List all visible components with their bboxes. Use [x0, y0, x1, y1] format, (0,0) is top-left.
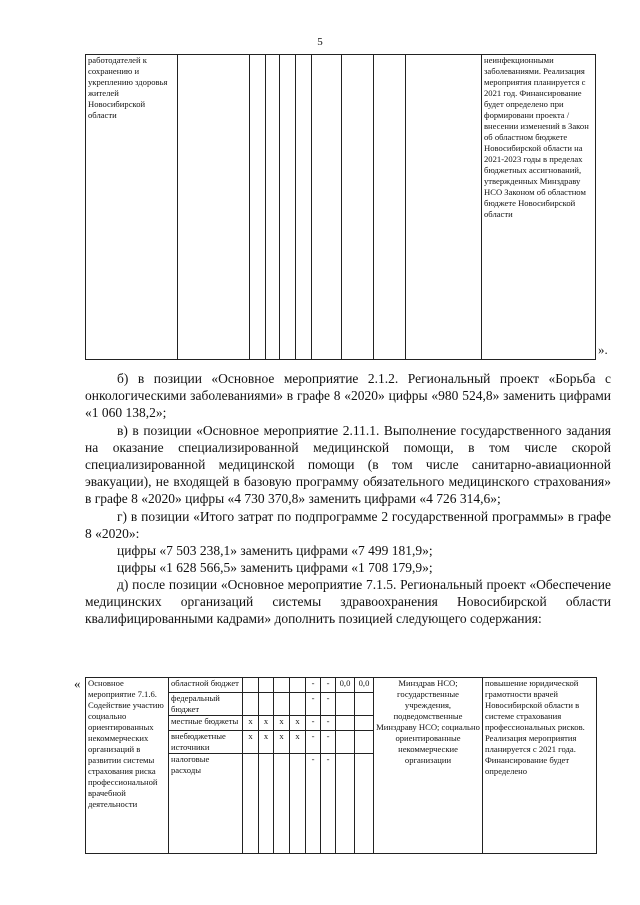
source-cell: федеральный бюджет	[169, 693, 243, 716]
value-cell: -	[306, 693, 321, 716]
source-cell: налоговые расходы	[169, 754, 243, 854]
top-table	[85, 54, 596, 360]
top-table-cell	[296, 55, 312, 360]
value-cell	[336, 693, 355, 716]
executor-cell: Минздрав НСО; государственные учреждения, подведомственные Минздраву НСО; социально ориентированные некоммерческие организации	[374, 678, 483, 854]
top-table-cell	[266, 55, 280, 360]
source-cell: местные бюджеты	[169, 716, 243, 731]
opening-quote: «	[74, 676, 81, 691]
top-table-cell	[406, 55, 482, 360]
value-cell: -	[306, 754, 321, 854]
value-cell	[274, 754, 290, 854]
top-table-cell	[312, 55, 342, 360]
page-number: 5	[317, 36, 323, 48]
value-cell	[336, 731, 355, 754]
value-cell: х	[259, 731, 274, 754]
value-cell: х	[259, 716, 274, 731]
value-cell: -	[321, 678, 336, 693]
result-cell: повышение юридической грамотности врачей Новосибирской области в системе страхования профессиональных рисков. Реализация мероприятия планируется с 2021 года. Финансирование будет определено	[483, 678, 597, 854]
value-cell: 0,0	[336, 678, 355, 693]
value-cell: -	[306, 716, 321, 731]
top-table-measure-cell: работодателей к сохранению и укреплению здоровья жителей Новосибирской области	[86, 55, 178, 360]
value-cell	[259, 754, 274, 854]
value-cell	[259, 693, 274, 716]
top-table-cell	[374, 55, 406, 360]
value-cell	[336, 716, 355, 731]
value-cell	[355, 693, 374, 716]
value-cell: -	[321, 731, 336, 754]
measure-cell: Основное мероприятие 7.1.6. Содействие участию социально ориентированных некоммерческих организаций в развитии системы страхования риска профессиональной врачебной деятельности	[86, 678, 169, 854]
value-cell	[355, 716, 374, 731]
value-cell	[336, 754, 355, 854]
top-table-cell	[280, 55, 296, 360]
value-cell	[355, 731, 374, 754]
value-cell: х	[243, 731, 259, 754]
value-cell	[243, 678, 259, 693]
value-cell: х	[274, 716, 290, 731]
value-cell: -	[306, 678, 321, 693]
top-table-cell	[250, 55, 266, 360]
closing-quote: ».	[598, 342, 608, 357]
value-cell: -	[321, 716, 336, 731]
value-cell: х	[290, 731, 306, 754]
value-cell	[355, 754, 374, 854]
value-cell	[243, 754, 259, 854]
value-cell	[290, 754, 306, 854]
source-cell: внебюджетные источники	[169, 731, 243, 754]
value-cell: х	[290, 716, 306, 731]
value-cell: х	[243, 716, 259, 731]
value-cell: -	[306, 731, 321, 754]
paragraph-v: в) в позиции «Основное мероприятие 2.11.1. Выполнение государственного задания на оказание специализированной медицинской помощи, в том числе скорой специализированной медицинской помощи (в том числе санитарно-авиационной эвакуации), не входящей в базовую программу обязательного медицинского страхования» в графе 8 «2020» цифры «4 730 370,8» заменить цифрами «4 726 314,6»;	[85, 423, 611, 506]
paragraph-d: д) после позиции «Основное мероприятие 7.1.5. Региональный проект «Обеспечение медицинских организаций системы здравоохранения Новосибирской области квалифицированными кадрами» дополнить позицией следующего содержания:	[85, 577, 611, 626]
paragraph-g: г) в позиции «Итого затрат по подпрограмме 2 государственной программы» в графе 8 «2020»:	[85, 509, 611, 541]
top-table-note-cell: неинфекционными заболеваниями. Реализация мероприятия планируется с 2021 год. Финансирование будет определено при формировани проекта / внесении изменений в Закон об областном бюджете Новосибирской области на 2021-2023 годы в пределах бюджетных ассигнований, утвержденных Минздраву НСО Законом об областном бюджете Новосибирской области	[482, 55, 596, 360]
value-cell: 0,0	[355, 678, 374, 693]
value-cell	[274, 693, 290, 716]
value-cell: -	[321, 693, 336, 716]
amendment-text	[85, 370, 611, 627]
value-cell: -	[321, 754, 336, 854]
value-cell	[259, 678, 274, 693]
value-cell	[290, 693, 306, 716]
paragraph-b: б) в позиции «Основное мероприятие 2.1.2. Региональный проект «Борьба с онкологическими заболеваниями» в графе 8 «2020» цифры «980 524,8» заменить цифрами «1 060 138,2»;	[85, 371, 611, 420]
value-cell	[274, 678, 290, 693]
value-cell	[290, 678, 306, 693]
new-position-table	[85, 677, 597, 854]
value-cell: х	[274, 731, 290, 754]
top-table-cell	[178, 55, 250, 360]
top-table-cell	[342, 55, 374, 360]
paragraph-g2: цифры «1 628 566,5» заменить цифрами «1 708 179,9»;	[117, 560, 433, 575]
paragraph-g1: цифры «7 503 238,1» заменить цифрами «7 499 181,9»;	[117, 543, 433, 558]
source-cell: областной бюджет	[169, 678, 243, 693]
value-cell	[243, 693, 259, 716]
